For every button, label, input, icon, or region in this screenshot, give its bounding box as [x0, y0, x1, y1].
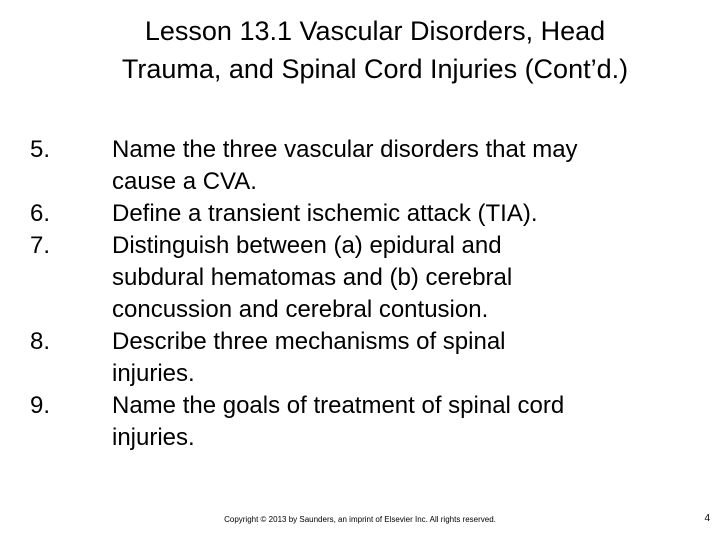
objective-text: [112, 230, 700, 326]
objective-line: concussion and cerebral contusion.: [112, 296, 489, 323]
objective-number: 6.: [30, 200, 51, 227]
objective-8: [30, 326, 700, 390]
objective-line: subdural hematomas and (b) cerebral: [112, 264, 513, 291]
objective-text: [112, 390, 700, 454]
objective-text: [112, 198, 700, 230]
objective-line: Define a transient ischemic attack (TIA).: [112, 200, 538, 227]
objective-line: injuries.: [112, 360, 195, 387]
objective-number: 7.: [30, 232, 51, 259]
objective-6: [30, 198, 700, 230]
slide-title-line-1: Lesson 13.1 Vascular Disorders, Head: [144, 16, 606, 46]
objective-number: 9.: [30, 392, 51, 419]
objective-line: cause a CVA.: [112, 168, 257, 195]
objective-number: 5.: [30, 136, 51, 163]
slide-title: [40, 12, 710, 88]
objective-line: Describe three mechanisms of spinal: [112, 328, 506, 355]
objective-text: [112, 134, 700, 198]
objective-9: [30, 390, 700, 454]
objective-line: injuries.: [112, 424, 195, 451]
objective-line: Distinguish between (a) epidural and: [112, 232, 502, 259]
objectives-list: [30, 134, 700, 454]
page-number: 4: [704, 513, 710, 524]
objective-number: 8.: [30, 328, 51, 355]
objective-text: [112, 326, 700, 390]
slide-title-line-2: Trauma, and Spinal Cord Injuries (Cont’d.): [121, 54, 629, 84]
objective-line: Name the three vascular disorders that may: [112, 136, 578, 163]
objective-5: [30, 134, 700, 198]
objective-7: [30, 230, 700, 326]
objective-line: Name the goals of treatment of spinal cord: [112, 392, 565, 419]
copyright-notice: Copyright © 2013 by Saunders, an imprint of Elsevier Inc. All rights reserved.: [224, 515, 496, 524]
